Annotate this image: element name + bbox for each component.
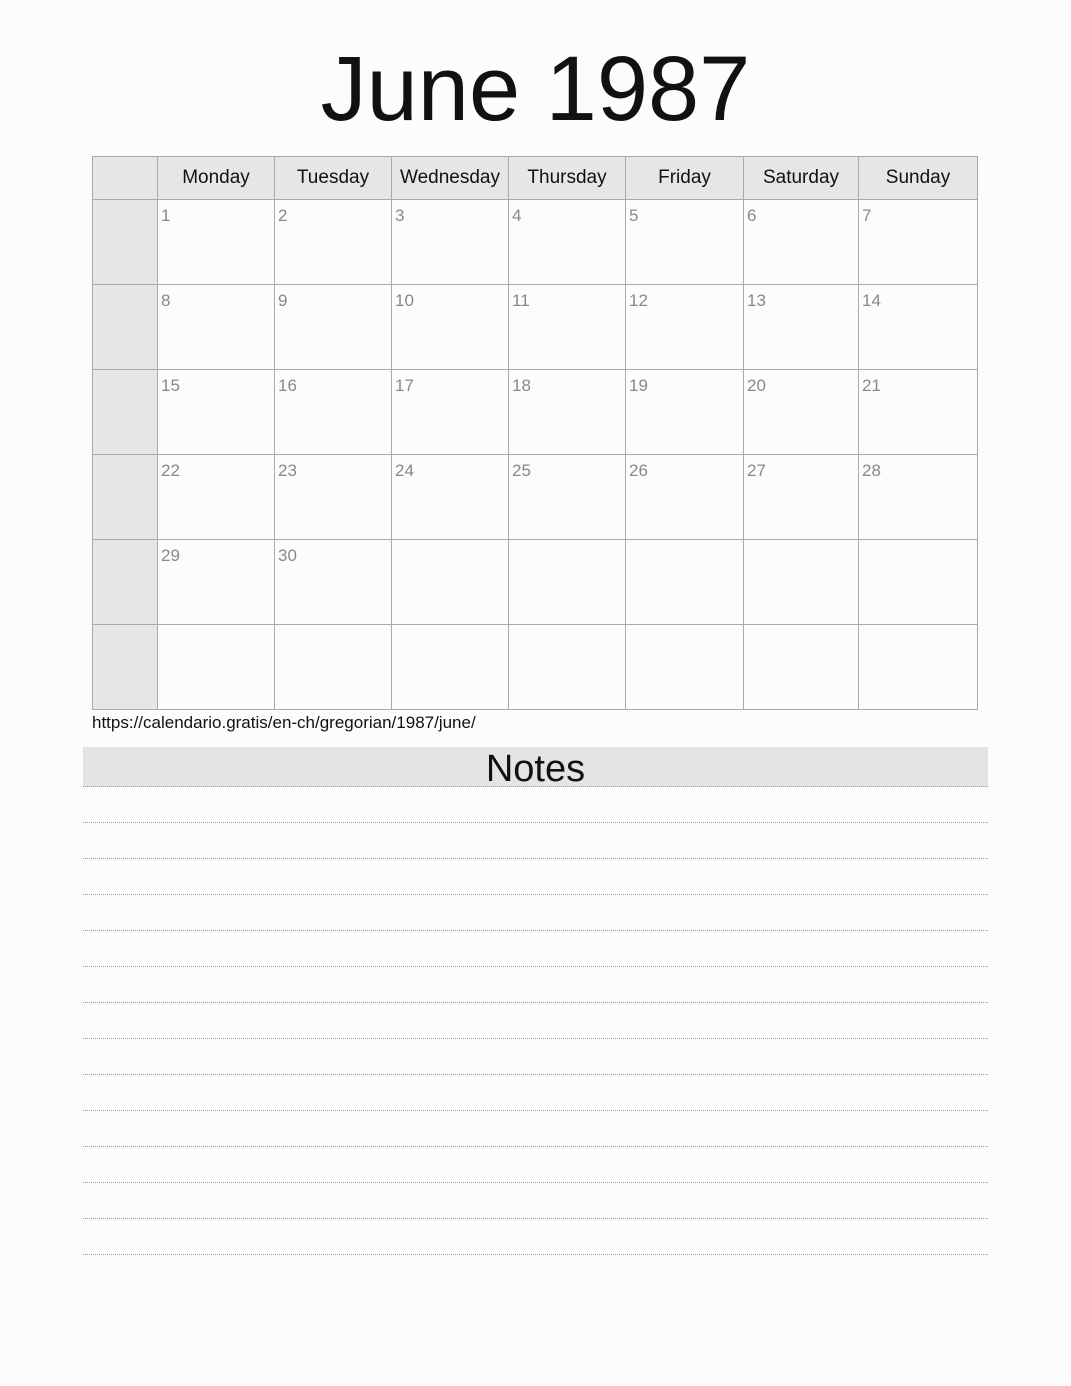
day-cell xyxy=(275,370,392,455)
day-cell xyxy=(158,455,275,540)
notes-line xyxy=(83,1003,988,1039)
day-number: 23 xyxy=(278,461,297,480)
week-column-header xyxy=(93,157,158,200)
notes-area xyxy=(83,787,988,1255)
day-cell xyxy=(509,455,626,540)
day-number: 18 xyxy=(512,376,531,395)
notes-line xyxy=(83,931,988,967)
day-cell xyxy=(626,285,744,370)
day-cell xyxy=(275,625,392,710)
weekday-header: Sunday xyxy=(859,157,978,200)
day-number xyxy=(275,625,391,631)
day-cell xyxy=(392,455,509,540)
weekday-header-row xyxy=(93,157,978,200)
day-cell xyxy=(392,200,509,285)
day-cell xyxy=(859,455,978,540)
week-number-cell xyxy=(93,455,158,540)
calendar-grid xyxy=(92,156,978,710)
day-number: 12 xyxy=(629,291,648,310)
day-number xyxy=(626,540,743,546)
week-number-cell xyxy=(93,285,158,370)
day-number: 28 xyxy=(862,461,881,480)
week-row xyxy=(93,455,978,540)
day-cell xyxy=(509,200,626,285)
week-number-cell xyxy=(93,200,158,285)
day-number: 17 xyxy=(395,376,414,395)
day-number: 10 xyxy=(395,291,414,310)
day-number xyxy=(859,540,977,546)
day-number: 5 xyxy=(629,206,639,225)
day-number: 13 xyxy=(747,291,766,310)
week-row xyxy=(93,625,978,710)
day-cell xyxy=(158,540,275,625)
day-cell xyxy=(744,370,859,455)
notes-line xyxy=(83,787,988,823)
day-number xyxy=(626,625,743,631)
day-number: 27 xyxy=(747,461,766,480)
notes-line xyxy=(83,1183,988,1219)
day-number xyxy=(859,625,977,631)
day-cell xyxy=(392,370,509,455)
day-number: 7 xyxy=(862,206,872,225)
day-number xyxy=(392,540,508,546)
weekday-header: Saturday xyxy=(744,157,859,200)
day-cell xyxy=(158,285,275,370)
day-number: 25 xyxy=(512,461,531,480)
day-number: 6 xyxy=(747,206,757,225)
day-cell xyxy=(744,200,859,285)
day-number: 4 xyxy=(512,206,522,225)
day-cell xyxy=(626,200,744,285)
source-url: https://calendario.gratis/en-ch/gregorian/1987/june/ xyxy=(92,713,476,732)
day-number: 1 xyxy=(161,206,171,225)
week-row xyxy=(93,285,978,370)
day-number: 15 xyxy=(161,376,180,395)
notes-line xyxy=(83,895,988,931)
day-cell xyxy=(626,540,744,625)
day-cell xyxy=(392,285,509,370)
week-row xyxy=(93,200,978,285)
notes-line xyxy=(83,1111,988,1147)
day-number xyxy=(744,625,858,631)
day-number: 11 xyxy=(512,291,530,310)
day-number: 19 xyxy=(629,376,648,395)
day-cell xyxy=(392,625,509,710)
day-cell xyxy=(275,200,392,285)
week-number-cell xyxy=(93,540,158,625)
day-number: 16 xyxy=(278,376,297,395)
day-number: 24 xyxy=(395,461,414,480)
day-number: 9 xyxy=(278,291,288,310)
day-cell xyxy=(859,625,978,710)
weekday-header: Thursday xyxy=(509,157,626,200)
day-cell xyxy=(744,540,859,625)
day-number: 30 xyxy=(278,546,297,565)
day-cell xyxy=(392,540,509,625)
weekday-header: Tuesday xyxy=(275,157,392,200)
day-cell xyxy=(859,540,978,625)
notes-line xyxy=(83,1039,988,1075)
day-number: 8 xyxy=(161,291,171,310)
day-cell xyxy=(859,200,978,285)
day-cell xyxy=(509,370,626,455)
week-number-cell xyxy=(93,625,158,710)
day-cell xyxy=(275,540,392,625)
day-number xyxy=(509,540,625,546)
notes-line xyxy=(83,1075,988,1111)
weekday-header: Friday xyxy=(626,157,744,200)
day-number xyxy=(392,625,508,631)
day-cell xyxy=(744,455,859,540)
day-number: 2 xyxy=(278,206,288,225)
notes-line xyxy=(83,859,988,895)
day-cell xyxy=(275,285,392,370)
day-number xyxy=(744,540,858,546)
day-cell xyxy=(158,370,275,455)
day-number: 3 xyxy=(395,206,405,225)
day-number: 20 xyxy=(747,376,766,395)
day-cell xyxy=(509,285,626,370)
day-number xyxy=(509,625,625,631)
day-cell xyxy=(626,455,744,540)
notes-line xyxy=(83,823,988,859)
weekday-header: Wednesday xyxy=(392,157,509,200)
day-number: 26 xyxy=(629,461,648,480)
day-cell xyxy=(626,370,744,455)
day-number: 21 xyxy=(862,376,881,395)
day-cell xyxy=(859,370,978,455)
day-cell xyxy=(626,625,744,710)
weekday-header: Monday xyxy=(158,157,275,200)
notes-line xyxy=(83,967,988,1003)
notes-line xyxy=(83,1147,988,1183)
day-number xyxy=(158,625,274,631)
day-cell xyxy=(158,625,275,710)
day-cell xyxy=(275,455,392,540)
week-row xyxy=(93,540,978,625)
day-number: 22 xyxy=(161,461,180,480)
day-cell xyxy=(744,285,859,370)
notes-line xyxy=(83,1219,988,1255)
day-cell xyxy=(509,625,626,710)
day-number: 14 xyxy=(862,291,881,310)
day-cell xyxy=(158,200,275,285)
week-number-cell xyxy=(93,370,158,455)
day-cell xyxy=(509,540,626,625)
notes-heading: Notes xyxy=(83,747,988,787)
day-cell xyxy=(744,625,859,710)
day-cell xyxy=(859,285,978,370)
page-title: June 1987 xyxy=(320,38,751,140)
week-row xyxy=(93,370,978,455)
day-number: 29 xyxy=(161,546,180,565)
